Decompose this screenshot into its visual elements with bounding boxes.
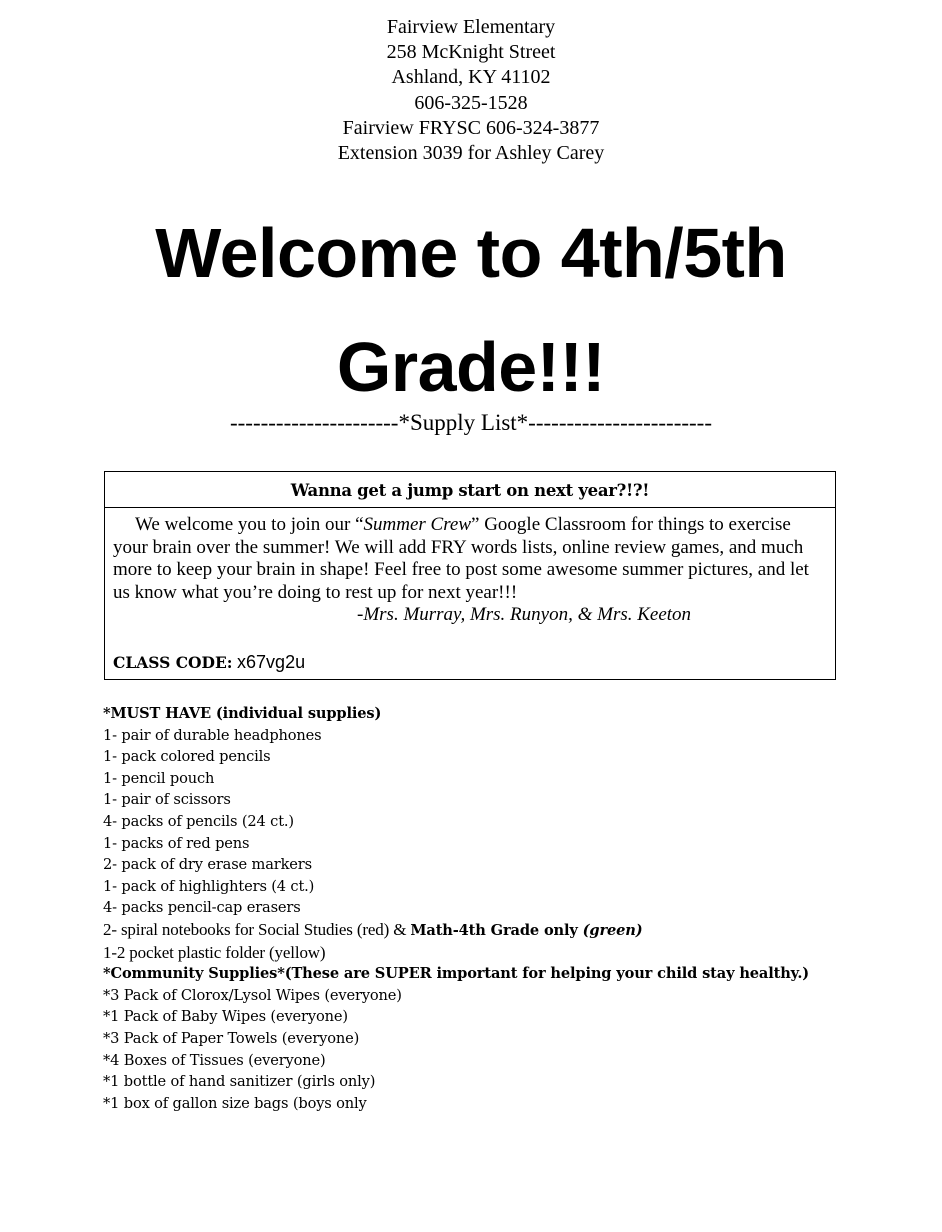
page-title [0, 196, 942, 424]
list-item: *4 Boxes of Tissues (everyone) [103, 1051, 326, 1069]
teacher-signature: -Mrs. Murray, Mrs. Runyon, & Mrs. Keeton [357, 604, 692, 625]
list-item: *1 Pack of Baby Wipes (everyone) [103, 1008, 348, 1026]
supply-list [103, 703, 843, 1114]
list-item: 1-2 pocket plastic folder (yellow) [103, 942, 326, 962]
class-code-value: x67vg2u [237, 651, 306, 672]
supply-list-divider: ----------------------*Supply List*------------------------ [229, 410, 713, 435]
school-name: Fairview Elementary [386, 16, 556, 38]
school-city-state-zip: Ashland, KY 41102 [391, 66, 551, 89]
para-text-1: We welcome you to join our “ [135, 514, 364, 535]
list-item: 1- packs of red pens [103, 834, 250, 852]
community-supplies-heading: *Community Supplies*(These are SUPER important for helping your child stay healthy.) [103, 965, 810, 983]
list-item: *1 box of gallon size bags (boys only [103, 1094, 367, 1112]
contact-extension: Extension 3039 for Ashley Carey [337, 142, 605, 165]
para-text-2: ” Google Classroom for things to exercise your brain over the summer! We will add FRY words lists, online review games, and much more to keep your brain in shape! Feel free to post some awesome summer pictures, and let us know what you’re doing to rest up for next year!!! [113, 514, 809, 603]
notebooks-plain: 2- spiral notebooks for Social Studies (red) & [103, 919, 411, 939]
list-item: 1- pair of durable headphones [103, 726, 322, 744]
summer-crew-name: Summer Crew [363, 514, 472, 535]
summer-crew-box [104, 471, 836, 680]
list-item: 1- pack colored pencils [103, 748, 271, 766]
frysc-phone: Fairview FRYSC 606-324-3877 [342, 116, 600, 139]
school-phone: 606-325-1528 [414, 91, 528, 114]
must-have-heading: *MUST HAVE (individual supplies) [103, 705, 382, 722]
summer-crew-heading: Wanna get a jump start on next year?!?! [105, 472, 835, 508]
list-item: 1- pencil pouch [103, 769, 215, 787]
list-item: 4- packs of pencils (24 ct.) [103, 812, 294, 830]
list-item: 2- pack of dry erase markers [103, 856, 312, 874]
list-item: 1- pack of highlighters (4 ct.) [103, 877, 315, 895]
notebooks-math: Math-4th Grade only [410, 921, 583, 939]
list-item: 4- packs pencil-cap erasers [103, 899, 301, 917]
summer-crew-paragraph [113, 514, 827, 604]
school-header [0, 15, 942, 166]
class-code [113, 651, 827, 675]
list-item: *3 Pack of Clorox/Lysol Wipes (everyone) [103, 986, 402, 1004]
list-item: 1- pair of scissors [103, 791, 231, 809]
summer-crew-body [105, 508, 835, 674]
class-code-label: CLASS CODE: [113, 652, 233, 672]
list-item-notebooks [103, 919, 843, 942]
list-item: *1 bottle of hand sanitizer (girls only) [103, 1073, 376, 1091]
list-item: *3 Pack of Paper Towels (everyone) [103, 1029, 360, 1047]
notebooks-green: (green) [582, 921, 643, 939]
title-line-2: Grade!!! [336, 328, 606, 406]
title-line-1: Welcome to 4th/5th [155, 214, 787, 292]
school-street: 258 McKnight Street [386, 41, 556, 64]
